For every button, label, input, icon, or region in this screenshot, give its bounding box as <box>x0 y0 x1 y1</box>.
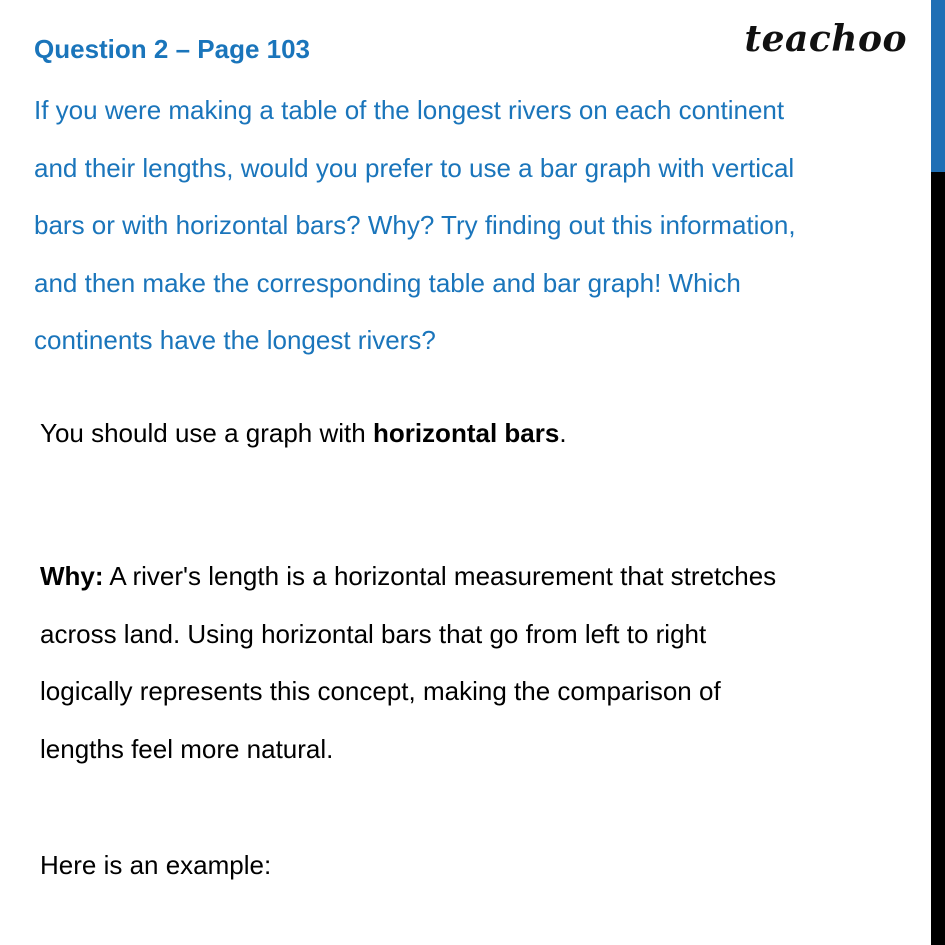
why-label: Why: <box>40 561 104 591</box>
question-title: Question 2 – Page 103 <box>34 34 311 64</box>
example-intro: Here is an example: <box>40 850 272 880</box>
question-line: and their lengths, would you prefer to use a bar graph with vertical <box>34 152 795 183</box>
answer-suffix: . <box>559 418 567 448</box>
answer-statement <box>40 418 910 449</box>
right-edge-accent <box>931 0 945 172</box>
teachoo-logo: teachoo <box>744 18 907 60</box>
answer-bold: horizontal bars <box>372 418 560 448</box>
question-line: and then make the corresponding table and bar graph! Which <box>34 267 741 298</box>
why-line: lengths feel more natural. <box>40 733 334 764</box>
why-line <box>40 548 910 606</box>
answer-prefix: You should use a graph with <box>40 418 373 448</box>
why-line-text: A river's length is a horizontal measurement that stretches <box>103 561 777 591</box>
question-line: continents have the longest rivers? <box>34 325 436 355</box>
question-line: bars or with horizontal bars? Why? Try finding out this information, <box>34 210 796 240</box>
right-edge-bar <box>931 0 945 945</box>
right-edge-dark <box>931 172 945 945</box>
why-line: across land. Using horizontal bars that go from left to right <box>40 618 707 649</box>
question-line: If you were making a table of the longest rivers on each continent <box>34 95 785 125</box>
why-paragraph <box>40 548 910 778</box>
why-line: logically represents this concept, making the comparison of <box>40 676 721 706</box>
question-text <box>34 82 914 370</box>
